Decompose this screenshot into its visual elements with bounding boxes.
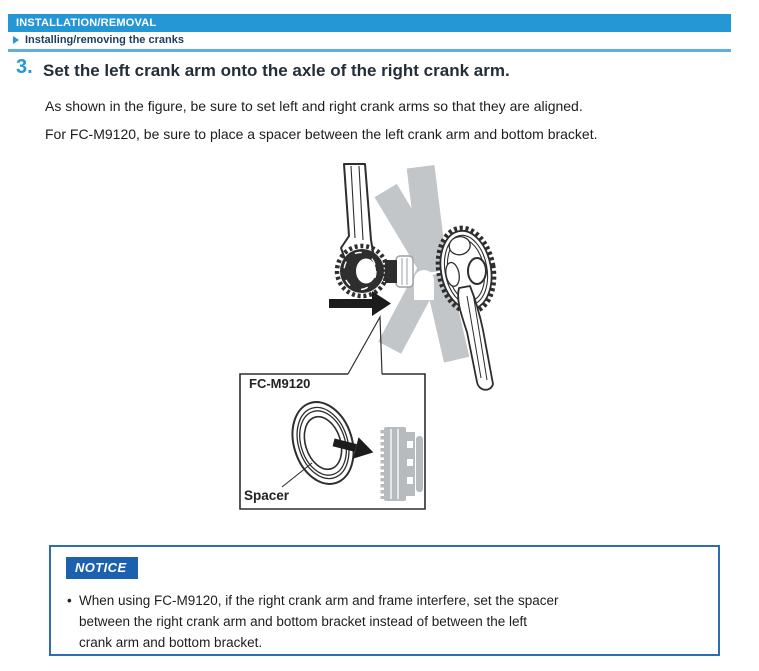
notice-line-text: When using FC-M9120, if the right crank arm and frame interfere, set the spacer: [79, 593, 559, 608]
spacer-label: Spacer: [244, 488, 290, 503]
header-divider: [8, 49, 731, 52]
callout-model-label: FC-M9120: [249, 376, 311, 391]
callout-pointer: [348, 317, 382, 374]
body-paragraph: As shown in the figure, be sure to set left and right crank arms so that they are aligned.: [45, 98, 583, 114]
crank-installation-figure: [225, 160, 535, 518]
notice-line-text: between the right crank arm and bottom bracket instead of between the left: [79, 614, 528, 629]
section-header-bar: INSTALLATION/REMOVAL: [8, 14, 731, 32]
bullet-marker: •: [67, 593, 72, 608]
breadcrumb-arrow-icon: [13, 36, 19, 44]
step-title: Set the left crank arm onto the axle of the right crank arm.: [43, 61, 510, 80]
notice-box: [49, 545, 720, 656]
breadcrumb-label: Installing/removing the cranks: [25, 34, 184, 46]
bottom-bracket-gray: [383, 427, 423, 501]
step-number: 3.: [16, 56, 33, 78]
notice-badge: NOTICE: [66, 557, 138, 579]
left-crank-arm: [337, 164, 387, 296]
body-paragraph: For FC-M9120, be sure to place a spacer between the left crank arm and bottom bracket.: [45, 126, 598, 142]
notice-line-text: crank arm and bottom bracket.: [79, 635, 263, 650]
notice-text: [67, 590, 697, 653]
breadcrumb: [13, 33, 184, 47]
